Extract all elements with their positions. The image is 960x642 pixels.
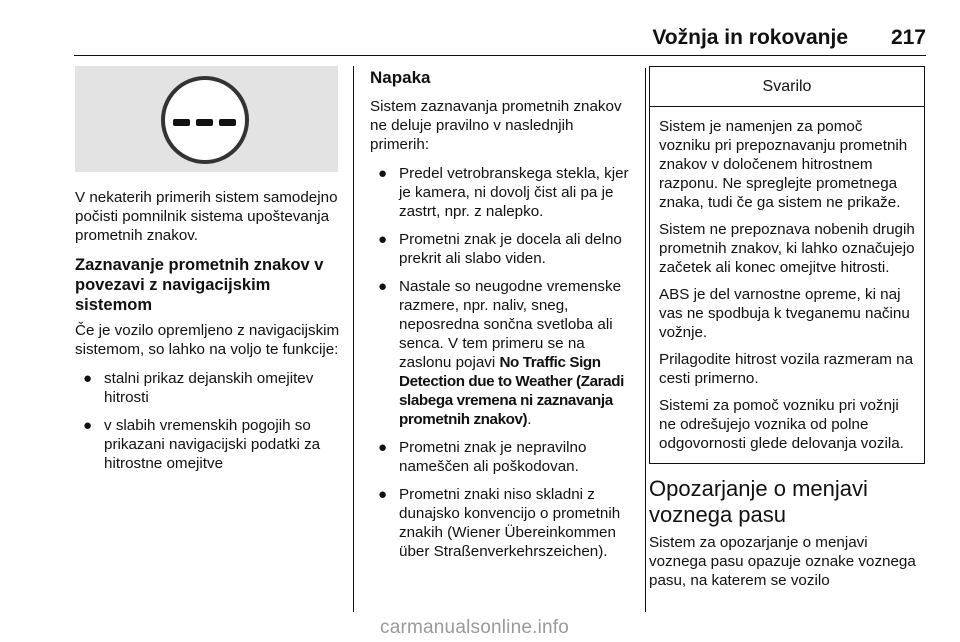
warning-body (650, 107, 924, 463)
fault-paragraph: Sistem zaznavanja prometnih znakov ne deluje pravilno v naslednjih primerih: (370, 98, 622, 153)
section-heading-navigation: Zaznavanje prometnih znakov v povezavi z navigacijskim sistemom (75, 256, 324, 314)
sign-dash (219, 119, 236, 126)
speed-limit-end-sign-icon (161, 76, 249, 164)
warning-paragraph: Sistemi za pomoč vozniku pri vožnji ne odrešujejo voznika od polne odgovornosti glede delovanja vozila. (659, 397, 904, 452)
list-item: ● Prometni znak je docela ali delno prekrit ali slabo viden. (378, 231, 622, 267)
column-divider (645, 68, 646, 612)
intro-paragraph: V nekaterih primerih sistem samodejno počisti pomnilnik sistema upoštevanja prometnih znakov. (75, 189, 338, 244)
display-message: No Traffic Sign Detection due to Weather (Zaradi slabega vremena ni zaznavanja prometnih znakov) (399, 354, 624, 428)
section-title-lane-change: Opozarjanje o menjavi voznega pasu (649, 476, 868, 527)
column-divider (353, 66, 354, 612)
column-left (75, 66, 343, 482)
list-item: ● stalni prikaz dejanskih omejitev hitrosti (83, 370, 314, 406)
navigation-paragraph: Če je vozilo opremljeno z navigacijskim sistemom, so lahko na voljo te funkcije: (75, 322, 340, 358)
list-item: ● Prometni znaki niso skladni z dunajsko konvencijo o prometnih znakih (Wiener Übereinkommen über Straßenverkehrszeichen). (378, 486, 621, 560)
warning-paragraph: ABS je del varnostne opreme, ki naj vas ne spodbuja k tveganemu načinu vožnje. (659, 286, 910, 341)
warning-paragraph: Sistem je namenjen za pomoč vozniku pri prepoznavanju prometnih znakov v določenem hitrostnem razponu. Ne spreglejte prometnega znaka, tudi če ga sistem ne prikaže. (659, 118, 908, 211)
list-item: ● Predel vetrobranskega stekla, kjer je kamera, ni dovolj čist ali pa je zastrt, npr. z nalepko. (378, 165, 629, 220)
navigation-bullet-list (75, 369, 343, 473)
warning-box (649, 66, 925, 464)
page-number: 217 (890, 26, 926, 49)
section-heading-fault: Napaka (370, 68, 431, 87)
column-middle (370, 68, 636, 570)
warning-paragraph: Prilagodite hitrost vozila razmeram na cesti primerno. (659, 351, 914, 387)
sign-dash (173, 119, 190, 126)
list-item: ● Prometni znak je nepravilno nameščen ali poškodovan. (378, 439, 587, 475)
chapter-title: Vožnja in rokovanje (652, 26, 848, 49)
list-item: ● v slabih vremenskih pogojih so prikazani navigacijski podatki za hitrostne omejitve (83, 417, 321, 472)
list-item: ● Nastale so neugodne vremenske razmere, npr. naliv, sneg, neposredna sončna svetloba ali senca. V tem primeru se na zaslonu pojavi No Traffic Sign Detection due to Weather (Zaradi slabega vremena ni zaznavanja prometnih znakov). (378, 278, 624, 428)
fault-bullet-list (370, 164, 636, 561)
warning-title: Svarilo (650, 67, 924, 107)
lane-change-paragraph: Sistem za opozarjanje o menjavi voznega pasu opazuje oznake voznega pasu, na katerem se vozilo (649, 534, 916, 589)
illustration-box (75, 66, 338, 172)
sign-dash (196, 119, 213, 126)
warning-paragraph: Sistem ne prepoznava nobenih drugih prometnih znakov, ki lahko označujejo začetek ali konec omejitve hitrosti. (659, 221, 915, 276)
column-right (649, 66, 925, 600)
watermark: carmanualsonline.info (380, 617, 570, 638)
page-header (0, 0, 960, 60)
header-rule (74, 55, 926, 56)
